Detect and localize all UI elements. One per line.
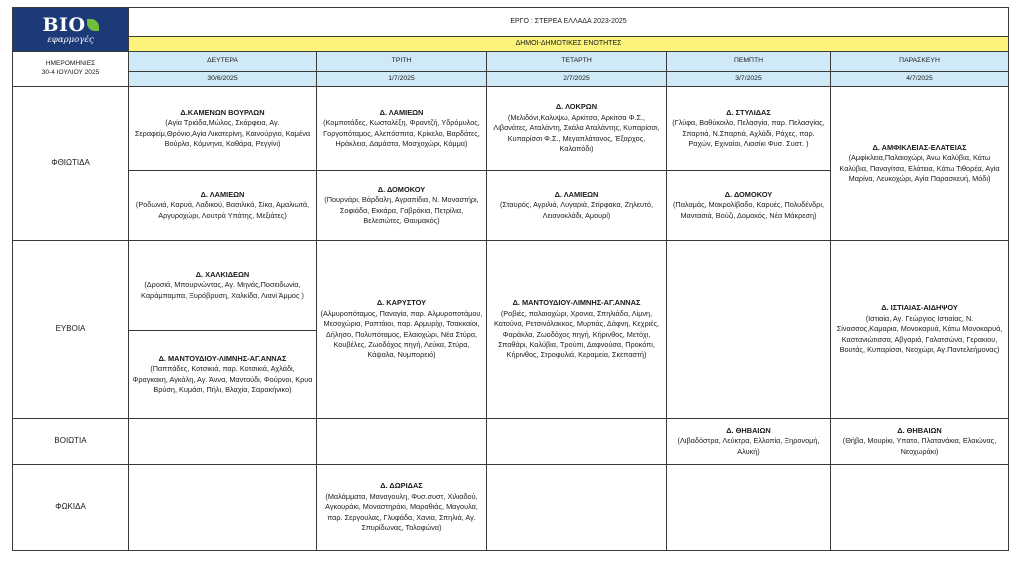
fokida-monday (129, 465, 317, 551)
entry-title: Δ. ΔΟΜΟΚΟΥ (724, 189, 773, 199)
entry-title: Δ. ΙΣΤΙΑΙΑΣ-ΑΙΔΗΨΟΥ (881, 303, 958, 313)
fokida-friday (831, 465, 1009, 551)
regions-header: ΔΗΜΟΙ-ΔΗΜΟΤΙΚΕΣ ΕΝΟΤΗΤΕΣ (129, 37, 1009, 52)
entry-title: Δ. ΚΑΡΥΣΤΟΥ (376, 298, 427, 308)
evia-monday-b (129, 331, 317, 419)
viotia-wednesday (487, 419, 667, 465)
fthiotida-thursday-b (667, 171, 831, 241)
region-fthiotida: ΦΘΙΩΤΙΔΑ (13, 87, 129, 241)
evia-wednesday (487, 241, 667, 419)
viotia-thursday (667, 419, 831, 465)
entry-desc: (Αγία Τριάδα,Μώλος, Σκάρφεια, Αγ. Σεραφείμ,Θρόνιο,Αγία Λικατερίνη, Καινούργιο, Καμένα Βούρλα, Κόμνηνα, Καθάρα, Ρεγγίνι) (134, 118, 311, 148)
entry-desc: (Αμφίκλεια,Παλαιοχώρι, Άνω Καλύβια, Κάτω Καλύβια, Παναγίτσα, Ελάτεια, Κάτω Τιθορέα, Αγία Μαρίνα, Λευκοχώρι, Αγία Παρασκευή, Μόδι) (839, 153, 1000, 183)
entry-desc: (Ιστιαία, Αγ. Γεώργιος Ιστιαίας, Ν. Σίνασσος,Καμαρια, Μονοκαρυά, Κάτω Μονοκαρυά, Καστανιώτισσα, Αβγαριά, Γαλατσώνα, Γερακιου, Βουτάς, Κυπαρίσσι, Νεοχώρι, Αγ.Παντελεήμονας) (836, 313, 1003, 355)
entry-desc: (Ροδωνιά, Καρυά, Λαδικού, Βασιλικά, Σίκα, Αμαλιωτά, Αργυροχώρι, Λουτρά Υπάτης, Μεξιάτες) (135, 200, 310, 220)
entry-title: Δ. ΜΑΝΤΟΥΔΙΟΥ-ΛΙΜΝΗΣ-ΑΓ.ΑΝΝΑΣ (512, 298, 641, 308)
evia-row-1 (13, 241, 1009, 331)
evia-thursday (667, 241, 831, 419)
entry-desc: (Πουρνάρι, Βάρδαλη, Αγραπίδια, Ν. Μοναστήρι, Σοφιάδα, Εκκάρα, Γαβράκια, Πετρίλια, Βελεσιώτες, Θαυμακός) (324, 195, 479, 225)
fokida-row (13, 465, 1009, 551)
day-header-monday: ΔΕΥΤΕΡΑ (129, 52, 317, 72)
project-row (13, 8, 1009, 37)
fthiotida-wednesday-a (487, 87, 667, 171)
date-row (13, 72, 1009, 87)
entry-title: Δ. ΔΟΜΟΚΟΥ (377, 184, 426, 194)
logo (13, 8, 129, 52)
date-tuesday: 1/7/2025 (317, 72, 487, 87)
fthiotida-tuesday-a (317, 87, 487, 171)
viotia-row (13, 419, 1009, 465)
fthiotida-friday (831, 87, 1009, 241)
entry-desc: (Μελιδόνι,Καλυψω, Αρκίτσα, Αρκίτσα Φ.Σ., Λιβανάτες, Αταλάντη, Σκάλα Αταλάντης, Κυπαρίσσι, Κυπαρίσσι Φ.Σ., Μεγαπλάτανος, Έξαρχος, Καλαπόδι) (493, 112, 660, 154)
dates-label-line2: 30-4 ΙΟΥΛΙΟΥ 2025 (41, 69, 100, 76)
fthiotida-monday-a (129, 87, 317, 171)
date-wednesday: 2/7/2025 (487, 72, 667, 87)
dates-label-line1: ΗΜΕΡΟΜΗΝΙΕΣ (45, 60, 96, 68)
dates-label (13, 52, 129, 87)
entry-desc: (Δροσιά, Μπουρνώντας, Αγ. Μηνάς,Ποσειδωνία, Καράμπαμπα, Ξυρόβρυση, Χαλκίδα, Λιανί Άμμος ) (141, 280, 304, 300)
schedule-sheet (12, 7, 1008, 551)
fokida-thursday (667, 465, 831, 551)
entry-title: Δ. ΛΑΜΙΕΩΝ (200, 189, 245, 199)
region-evia: ΕΥΒΟΙΑ (13, 241, 129, 419)
entry-title: Δ. ΣΤΥΛΙΔΑΣ (726, 107, 771, 117)
entry-desc: (Σταυρός, Αγριλιά, Λυγαριά, Στίρφακα, Ζηλευτό, Λειανοκλάδι, Αμουρί) (499, 200, 653, 220)
viotia-tuesday (317, 419, 487, 465)
entry-title: Δ. ΑΜΦΙΚΛΕΙΑΣ-ΕΛΑΤΕΙΑΣ (872, 142, 967, 152)
logo-subtitle: εφαρμογές (47, 34, 94, 45)
evia-friday (831, 241, 1009, 419)
day-header-thursday: ΠΕΜΠΤΗ (667, 52, 831, 72)
entry-desc: (Γλύφα, Βαθύκοιλο, Πελασγία, παρ. Πελασγίας, Σπαρτιά, Ν.Σπαρτιά, Αχλάδι, Ράχες, παρ. Ραχών, Εχιναίοι, Λιασίκι Φυσ. Συστ. ) (672, 118, 825, 148)
entry-title: Δ. ΜΑΝΤΟΥΔΙΟΥ-ΛΙΜΝΗΣ-ΑΓ.ΑΝΝΑΣ (158, 353, 287, 363)
entry-title: Δ. ΛΟΚΡΩΝ (555, 102, 598, 112)
evia-monday-a (129, 241, 317, 331)
region-fokida: ΦΩΚΙΔΑ (13, 465, 129, 551)
schedule-table (12, 7, 1009, 551)
region-viotia: ΒΟΙΩΤΙΑ (13, 419, 129, 465)
fokida-wednesday (487, 465, 667, 551)
entry-title: Δ. ΘΗΒΑΙΩΝ (726, 425, 771, 435)
entry-title: Δ. ΛΑΜΙΕΩΝ (379, 107, 424, 117)
regions-header-row (13, 37, 1009, 52)
entry-title: Δ. ΔΩΡΙΔΑΣ (380, 481, 423, 491)
fthiotida-wednesday-b (487, 171, 667, 241)
date-thursday: 3/7/2025 (667, 72, 831, 87)
fthiotida-thursday-a (667, 87, 831, 171)
fokida-tuesday (317, 465, 487, 551)
day-header-tuesday: ΤΡΙΤΗ (317, 52, 487, 72)
entry-desc: (Λιβαδόστρα, Λεύκτρα, Ελλοπία, Ξηρονομή, Αλυκή) (677, 436, 820, 456)
viotia-friday (831, 419, 1009, 465)
entry-desc: (Θήβα, Μουρίκι, Υπατο, Πλατανάκια, Ελαιώνας, Νεοχωράκι) (842, 436, 997, 456)
fthiotida-row-1 (13, 87, 1009, 171)
viotia-monday (129, 419, 317, 465)
leaf-icon (87, 19, 99, 31)
date-friday: 4/7/2025 (831, 72, 1009, 87)
project-title: ΕΡΓΟ : ΣΤΕΡΕΑ ΕΛΛΑΔΑ 2023-2025 (129, 8, 1009, 37)
entry-desc: (Κομποτάδες, Κωσταλέξη, Φραντζή, Υδρόμυλος, Γοργοπόταμος, Αλεπόσπιτα, Κρίκελο, Βαρδάτες, Ηράκλεια, Δαμάστα, Μοσχοχώρι, Κόμμα) (323, 118, 480, 148)
fthiotida-monday-b (129, 171, 317, 241)
entry-desc: (Ροβιές, παλαιοχώρι, Χρονια, Σπηλιάδα, Λίμνη, Κατούνα, Ρετσινόλακκος, Μυρτιάς, Δάφνη, Κεχριές, Φαράκλα, Ζωοδόχος πηγή, Κήρινθος, Μετόχι, Σπαθάρι, Καλύβια, Τρούπι, Δαφνούσα, Προκόπι, Κήρινθος, Στροφυλιά, Κεραμεία, Σκεπαστή) (493, 308, 660, 360)
entry-title: Δ.ΚΑΜΕΝΩΝ ΒΟΥΡΛΩΝ (180, 107, 265, 117)
entry-desc: (Αλμυροπόταμος, Παναγία, παρ. Αλμυροποτάμου, Μεσοχώρια, Ραπτάιοι, παρ. Αρμυρίχι, Τσακκαίοι, Δήλησο, Πολυπόταμος, Ελαιοχώρι, Νέα Στύρα, Κουβέλες, Ζωοδόχος πηγή, Λεύκα, Στύρα, Κάψαλα, Νυμπορειό) (320, 308, 483, 360)
fthiotida-tuesday-b (317, 171, 487, 241)
logo-text: BIO (42, 13, 86, 36)
entry-desc: (Παλαμάς, Μακρολίβαδο, Καρυές, Πολυδένδρι, Μαντασιά, Βούζι, Δομοκός, Νέα Μάκρεση) (673, 200, 824, 220)
entry-title: Δ. ΧΑΛΚΙΔΕΩΝ (195, 269, 250, 279)
entry-title: Δ. ΘΗΒΑΙΩΝ (897, 425, 942, 435)
date-monday: 30/6/2025 (129, 72, 317, 87)
day-header-wednesday: ΤΕΤΑΡΤΗ (487, 52, 667, 72)
entry-desc: (Παππάδες, Κοτσικιά, παρ. Κοτσικιά, Αχλάδι, Φραγκακη, Αγκάλη, Αγ. Άννα, Μαντούδι, Φούρνοι, Κρυα Βρύση, Κυμάσι, Πήλι, Βλαχία, Σαρακήνικο) (132, 364, 313, 394)
evia-tuesday (317, 241, 487, 419)
entry-desc: (Μαλάμματα, Μαναγουλη, Φυσ.συστ, Χιλιαδού, Αγκουράκι, Μοναστηράκι, Μαραθιάς, Μαγουλα, παρ. Σεργουλας, Γλυφάδα, Χανια, Σπηλιά, Αγ. Σπυρίδωνας, Τολοφώνα) (325, 491, 478, 533)
entry-title: Δ. ΛΑΜΙΕΩΝ (554, 189, 599, 199)
day-header-friday: ΠΑΡΑΣΚΕΥΗ (831, 52, 1009, 72)
day-header-row (13, 52, 1009, 72)
